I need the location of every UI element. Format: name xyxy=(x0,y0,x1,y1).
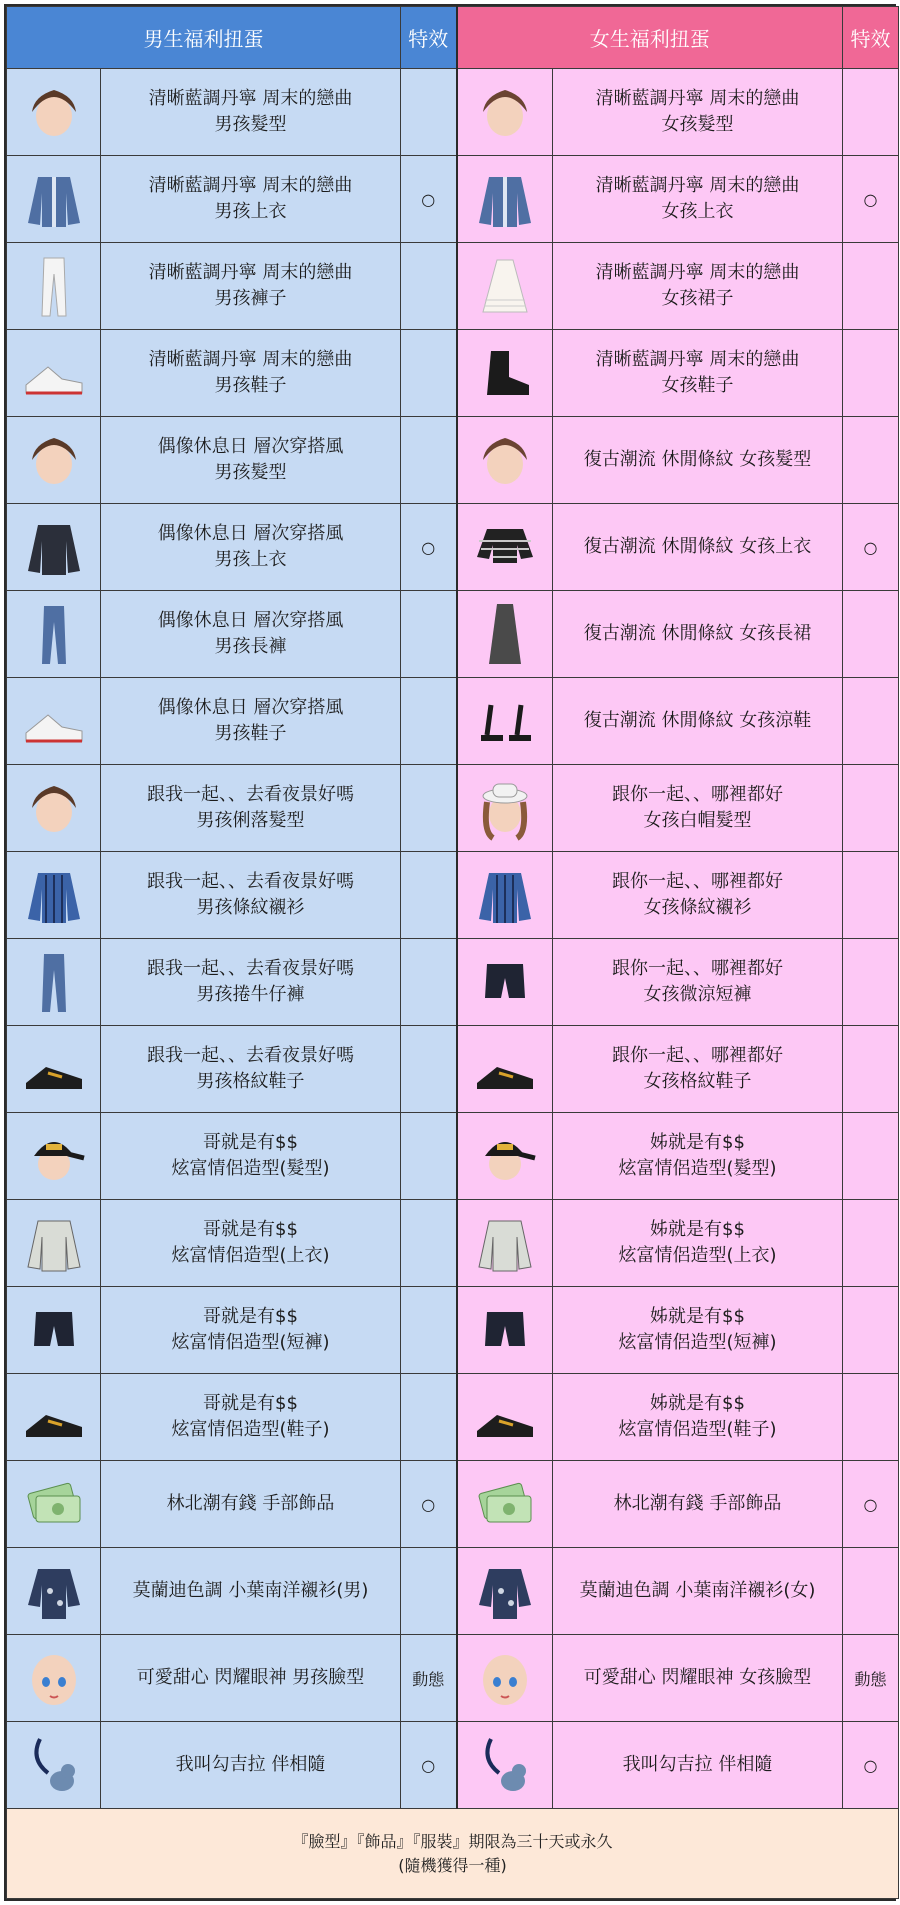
girl-item-name-line1: 跟你一起、、哪裡都好 xyxy=(612,958,783,979)
girl-effect-mark xyxy=(843,1374,899,1461)
table-row xyxy=(7,1548,899,1635)
cap-icon xyxy=(7,1113,101,1200)
boy-item-name xyxy=(101,1374,401,1461)
boy-item-name-line1: 跟我一起、、去看夜景好嗎 xyxy=(147,871,354,892)
boy-item-name xyxy=(101,678,401,765)
girl-effect-mark: ○ xyxy=(843,1461,899,1548)
girl-item-name-line1: 跟你一起、、哪裡都好 xyxy=(612,871,783,892)
table-row xyxy=(7,156,899,243)
table-row xyxy=(7,765,899,852)
girl-item-name-line1: 清晰藍調丹寧 周末的戀曲 xyxy=(595,349,800,370)
boy-effect-mark xyxy=(401,852,457,939)
boy-item-name-line2: 炫富情侶造型(髮型) xyxy=(171,1158,330,1179)
boy-effect-mark xyxy=(401,765,457,852)
boy-item-name xyxy=(101,591,401,678)
girl-item-name-line1: 姊就是有$$ xyxy=(650,1306,745,1327)
girl-effect-mark xyxy=(843,1200,899,1287)
sandal-icon xyxy=(457,678,553,765)
hat-hair-icon xyxy=(457,765,553,852)
girl-item-name xyxy=(553,765,843,852)
footer-note xyxy=(7,1809,899,1899)
girl-item-name-line1: 復古潮流 休閒條紋 女孩長裙 xyxy=(583,623,812,644)
boy-item-name-line1: 莫蘭迪色調 小葉南洋襯衫(男) xyxy=(132,1580,369,1601)
girl-item-name-line1: 復古潮流 休閒條紋 女孩髮型 xyxy=(583,449,812,470)
table-row xyxy=(7,1461,899,1548)
table-row xyxy=(7,852,899,939)
boy-item-name xyxy=(101,504,401,591)
girl-effect-mark xyxy=(843,417,899,504)
girl-item-name-line2: 炫富情侶造型(短褲) xyxy=(618,1332,777,1353)
sweatshirt-icon xyxy=(457,1200,553,1287)
table-row xyxy=(7,678,899,765)
girl-effect-header: 特效 xyxy=(843,7,899,69)
boy-item-name xyxy=(101,1287,401,1374)
boy-item-name-line2: 男孩鞋子 xyxy=(214,723,287,744)
boy-item-name xyxy=(101,1722,401,1809)
girl-item-name-line2: 女孩裙子 xyxy=(661,288,734,309)
boy-effect-mark: 動態 xyxy=(401,1635,457,1722)
boy-item-name-line1: 偶像休息日 層次穿搭風 xyxy=(157,697,344,718)
boy-item-name-line1: 偶像休息日 層次穿搭風 xyxy=(157,436,344,457)
girl-item-name xyxy=(553,1548,843,1635)
table-row xyxy=(7,1635,899,1722)
striped-shirt-icon xyxy=(457,852,553,939)
girl-item-name-line1: 林北潮有錢 手部飾品 xyxy=(613,1493,782,1514)
boy-item-name-line1: 偶像休息日 層次穿搭風 xyxy=(157,610,344,631)
skirt-icon xyxy=(457,243,553,330)
boy-effect-header: 特效 xyxy=(401,7,457,69)
girl-gacha-title: 女生福利扭蛋 xyxy=(457,7,843,69)
boy-item-name xyxy=(101,330,401,417)
girl-item-name-line1: 可愛甜心 閃耀眼神 女孩臉型 xyxy=(583,1667,812,1688)
boy-item-name xyxy=(101,1548,401,1635)
table-row xyxy=(7,1113,899,1200)
boy-effect-mark: ○ xyxy=(401,1722,457,1809)
boy-item-name-line1: 哥就是有$$ xyxy=(203,1393,298,1414)
girl-effect-mark: ○ xyxy=(843,504,899,591)
girl-effect-mark xyxy=(843,1287,899,1374)
boy-item-name-line2: 炫富情侶造型(短褲) xyxy=(171,1332,330,1353)
boy-effect-mark xyxy=(401,591,457,678)
girl-effect-mark xyxy=(843,1026,899,1113)
girl-item-name-line1: 復古潮流 休閒條紋 女孩涼鞋 xyxy=(583,710,812,731)
girl-item-name xyxy=(553,504,843,591)
boy-item-name xyxy=(101,69,401,156)
girl-item-name xyxy=(553,1113,843,1200)
shoe-icon xyxy=(7,1026,101,1113)
boy-effect-mark xyxy=(401,1113,457,1200)
boy-effect-mark xyxy=(401,417,457,504)
boy-item-name-line2: 男孩捲牛仔褲 xyxy=(196,984,305,1005)
girl-item-name-line2: 炫富情侶造型(髮型) xyxy=(618,1158,777,1179)
girl-item-name xyxy=(553,243,843,330)
boy-effect-mark xyxy=(401,1200,457,1287)
boy-item-name-line1: 跟我一起、、去看夜景好嗎 xyxy=(147,958,354,979)
boy-item-name-line2: 男孩上衣 xyxy=(214,201,287,222)
girl-item-name-line1: 清晰藍調丹寧 周末的戀曲 xyxy=(595,88,800,109)
table-row xyxy=(7,939,899,1026)
girl-effect-mark xyxy=(843,1548,899,1635)
girl-item-name xyxy=(553,939,843,1026)
table-row xyxy=(7,1026,899,1113)
boy-item-name-line1: 可愛甜心 閃耀眼神 男孩臉型 xyxy=(136,1667,365,1688)
boy-effect-mark xyxy=(401,1287,457,1374)
boy-item-name xyxy=(101,1461,401,1548)
boy-item-name-line1: 林北潮有錢 手部飾品 xyxy=(166,1493,335,1514)
girl-item-name xyxy=(553,330,843,417)
girl-item-name-line1: 姊就是有$$ xyxy=(650,1219,745,1240)
boy-item-name-line1: 哥就是有$$ xyxy=(203,1219,298,1240)
long-skirt-icon xyxy=(457,591,553,678)
hair-icon xyxy=(457,69,553,156)
jacket-icon xyxy=(7,156,101,243)
table-header-row xyxy=(7,7,899,69)
jeans-icon xyxy=(7,939,101,1026)
girl-item-name xyxy=(553,1374,843,1461)
girl-item-name xyxy=(553,1461,843,1548)
boy-item-name-line2: 男孩鞋子 xyxy=(214,375,287,396)
money-icon xyxy=(7,1461,101,1548)
shorts-icon xyxy=(7,1287,101,1374)
boy-item-name-line1: 清晰藍調丹寧 周末的戀曲 xyxy=(148,262,353,283)
shoe-icon xyxy=(457,1374,553,1461)
hair-icon xyxy=(457,417,553,504)
boy-item-name xyxy=(101,1026,401,1113)
girl-effect-mark xyxy=(843,591,899,678)
shoe-icon xyxy=(457,1026,553,1113)
footer-row xyxy=(7,1809,899,1899)
girl-item-name xyxy=(553,1200,843,1287)
boy-effect-mark: ○ xyxy=(401,504,457,591)
hair-icon xyxy=(7,417,101,504)
boy-item-name xyxy=(101,765,401,852)
girl-item-name xyxy=(553,1722,843,1809)
boy-item-name-line2: 男孩褲子 xyxy=(214,288,287,309)
girl-effect-mark xyxy=(843,1113,899,1200)
girl-item-name xyxy=(553,678,843,765)
girl-item-name-line1: 復古潮流 休閒條紋 女孩上衣 xyxy=(583,536,812,557)
boy-item-name-line2: 男孩條紋襯衫 xyxy=(196,897,305,918)
boy-item-name xyxy=(101,1113,401,1200)
boy-item-name xyxy=(101,243,401,330)
girl-effect-mark xyxy=(843,765,899,852)
boy-gacha-title: 男生福利扭蛋 xyxy=(7,7,401,69)
girl-item-name-line1: 莫蘭迪色調 小葉南洋襯衫(女) xyxy=(579,1580,816,1601)
girl-item-name xyxy=(553,69,843,156)
boy-item-name-line1: 哥就是有$$ xyxy=(203,1132,298,1153)
cap-icon xyxy=(457,1113,553,1200)
girl-item-name-line2: 女孩格紋鞋子 xyxy=(643,1071,752,1092)
girl-item-name-line1: 我叫勾吉拉 伴相隨 xyxy=(622,1754,773,1775)
girl-item-name-line1: 清晰藍調丹寧 周末的戀曲 xyxy=(595,175,800,196)
girl-item-name-line2: 女孩上衣 xyxy=(661,201,734,222)
boy-item-name xyxy=(101,1635,401,1722)
girl-item-name-line1: 清晰藍調丹寧 周末的戀曲 xyxy=(595,262,800,283)
boy-item-name xyxy=(101,156,401,243)
girl-item-name-line2: 炫富情侶造型(鞋子) xyxy=(618,1419,777,1440)
gacha-item-sheet xyxy=(4,4,896,1901)
boy-item-name-line2: 炫富情侶造型(鞋子) xyxy=(171,1419,330,1440)
girl-item-name-line1: 跟你一起、、哪裡都好 xyxy=(612,784,783,805)
girl-item-name-line2: 女孩髮型 xyxy=(661,114,734,135)
shoe-icon xyxy=(7,1374,101,1461)
boy-item-name xyxy=(101,417,401,504)
jeans-icon xyxy=(7,591,101,678)
girl-item-name xyxy=(553,417,843,504)
boy-effect-mark xyxy=(401,939,457,1026)
boy-item-name xyxy=(101,1200,401,1287)
boy-item-name-line1: 我叫勾吉拉 伴相隨 xyxy=(175,1754,326,1775)
boy-effect-mark xyxy=(401,678,457,765)
pet-icon xyxy=(7,1722,101,1809)
girl-item-name-line1: 姊就是有$$ xyxy=(650,1132,745,1153)
boy-effect-mark: ○ xyxy=(401,1461,457,1548)
boy-item-name-line2: 男孩格紋鞋子 xyxy=(196,1071,305,1092)
table-row xyxy=(7,330,899,417)
girl-item-name xyxy=(553,1287,843,1374)
girl-effect-mark: ○ xyxy=(843,156,899,243)
face-icon xyxy=(457,1635,553,1722)
girl-item-name xyxy=(553,156,843,243)
footer-line-2: (隨機獲得一種) xyxy=(398,1855,507,1875)
footer-line-1: 『臉型』『飾品』『服裝』期限為三十天或永久 xyxy=(292,1831,613,1851)
shirt-icon xyxy=(457,1548,553,1635)
girl-item-name-line2: 女孩微涼短褲 xyxy=(643,984,752,1005)
hair-icon xyxy=(7,765,101,852)
girl-item-name-line1: 跟你一起、、哪裡都好 xyxy=(612,1045,783,1066)
boy-item-name xyxy=(101,939,401,1026)
girl-item-name-line1: 姊就是有$$ xyxy=(650,1393,745,1414)
girl-item-name-line2: 炫富情侶造型(上衣) xyxy=(618,1245,777,1266)
gacha-table xyxy=(6,6,899,1899)
girl-effect-mark xyxy=(843,852,899,939)
sneaker-icon xyxy=(7,330,101,417)
girl-effect-mark xyxy=(843,939,899,1026)
shorts-icon xyxy=(457,939,553,1026)
boy-effect-mark xyxy=(401,243,457,330)
boy-item-name-line2: 男孩上衣 xyxy=(214,549,287,570)
pet-icon xyxy=(457,1722,553,1809)
boy-item-name-line1: 跟我一起、、去看夜景好嗎 xyxy=(147,784,354,805)
boy-item-name-line2: 炫富情侶造型(上衣) xyxy=(171,1245,330,1266)
girl-item-name-line2: 女孩白帽髮型 xyxy=(643,810,752,831)
table-row xyxy=(7,1374,899,1461)
table-row xyxy=(7,243,899,330)
girl-effect-mark: 動態 xyxy=(843,1635,899,1722)
girl-item-name xyxy=(553,852,843,939)
table-row xyxy=(7,69,899,156)
boy-item-name-line2: 男孩髮型 xyxy=(214,462,287,483)
table-row xyxy=(7,591,899,678)
table-row xyxy=(7,1200,899,1287)
shorts-icon xyxy=(457,1287,553,1374)
girl-effect-mark: ○ xyxy=(843,1722,899,1809)
girl-effect-mark xyxy=(843,330,899,417)
face-icon xyxy=(7,1635,101,1722)
boy-effect-mark xyxy=(401,1026,457,1113)
item-rows xyxy=(7,69,899,1809)
boy-effect-mark xyxy=(401,69,457,156)
striped-top-icon xyxy=(457,504,553,591)
hair-icon xyxy=(7,69,101,156)
girl-item-name-line2: 女孩鞋子 xyxy=(661,375,734,396)
boy-item-name-line1: 清晰藍調丹寧 周末的戀曲 xyxy=(148,349,353,370)
table-row xyxy=(7,1722,899,1809)
boy-item-name-line1: 清晰藍調丹寧 周末的戀曲 xyxy=(148,88,353,109)
boy-effect-mark xyxy=(401,1548,457,1635)
sweatshirt-icon xyxy=(7,1200,101,1287)
girl-effect-mark xyxy=(843,678,899,765)
shirt-icon xyxy=(7,1548,101,1635)
boy-item-name-line1: 偶像休息日 層次穿搭風 xyxy=(157,523,344,544)
money-icon xyxy=(457,1461,553,1548)
girl-effect-mark xyxy=(843,69,899,156)
boy-item-name-line2: 男孩長褲 xyxy=(214,636,287,657)
boy-item-name-line1: 跟我一起、、去看夜景好嗎 xyxy=(147,1045,354,1066)
table-row xyxy=(7,417,899,504)
boy-item-name-line2: 男孩髮型 xyxy=(214,114,287,135)
girl-item-name xyxy=(553,1635,843,1722)
boy-item-name-line1: 哥就是有$$ xyxy=(203,1306,298,1327)
boot-icon xyxy=(457,330,553,417)
pants-icon xyxy=(7,243,101,330)
boy-effect-mark xyxy=(401,330,457,417)
boy-effect-mark xyxy=(401,1374,457,1461)
boy-item-name xyxy=(101,852,401,939)
jacket-icon xyxy=(457,156,553,243)
girl-effect-mark xyxy=(843,243,899,330)
boy-item-name-line1: 清晰藍調丹寧 周末的戀曲 xyxy=(148,175,353,196)
girl-item-name xyxy=(553,1026,843,1113)
boy-effect-mark: ○ xyxy=(401,156,457,243)
striped-shirt-icon xyxy=(7,852,101,939)
girl-item-name-line2: 女孩條紋襯衫 xyxy=(643,897,752,918)
boy-item-name-line2: 男孩俐落髮型 xyxy=(196,810,305,831)
girl-item-name xyxy=(553,591,843,678)
table-row xyxy=(7,504,899,591)
sneaker-icon xyxy=(7,678,101,765)
table-row xyxy=(7,1287,899,1374)
sweater-icon xyxy=(7,504,101,591)
